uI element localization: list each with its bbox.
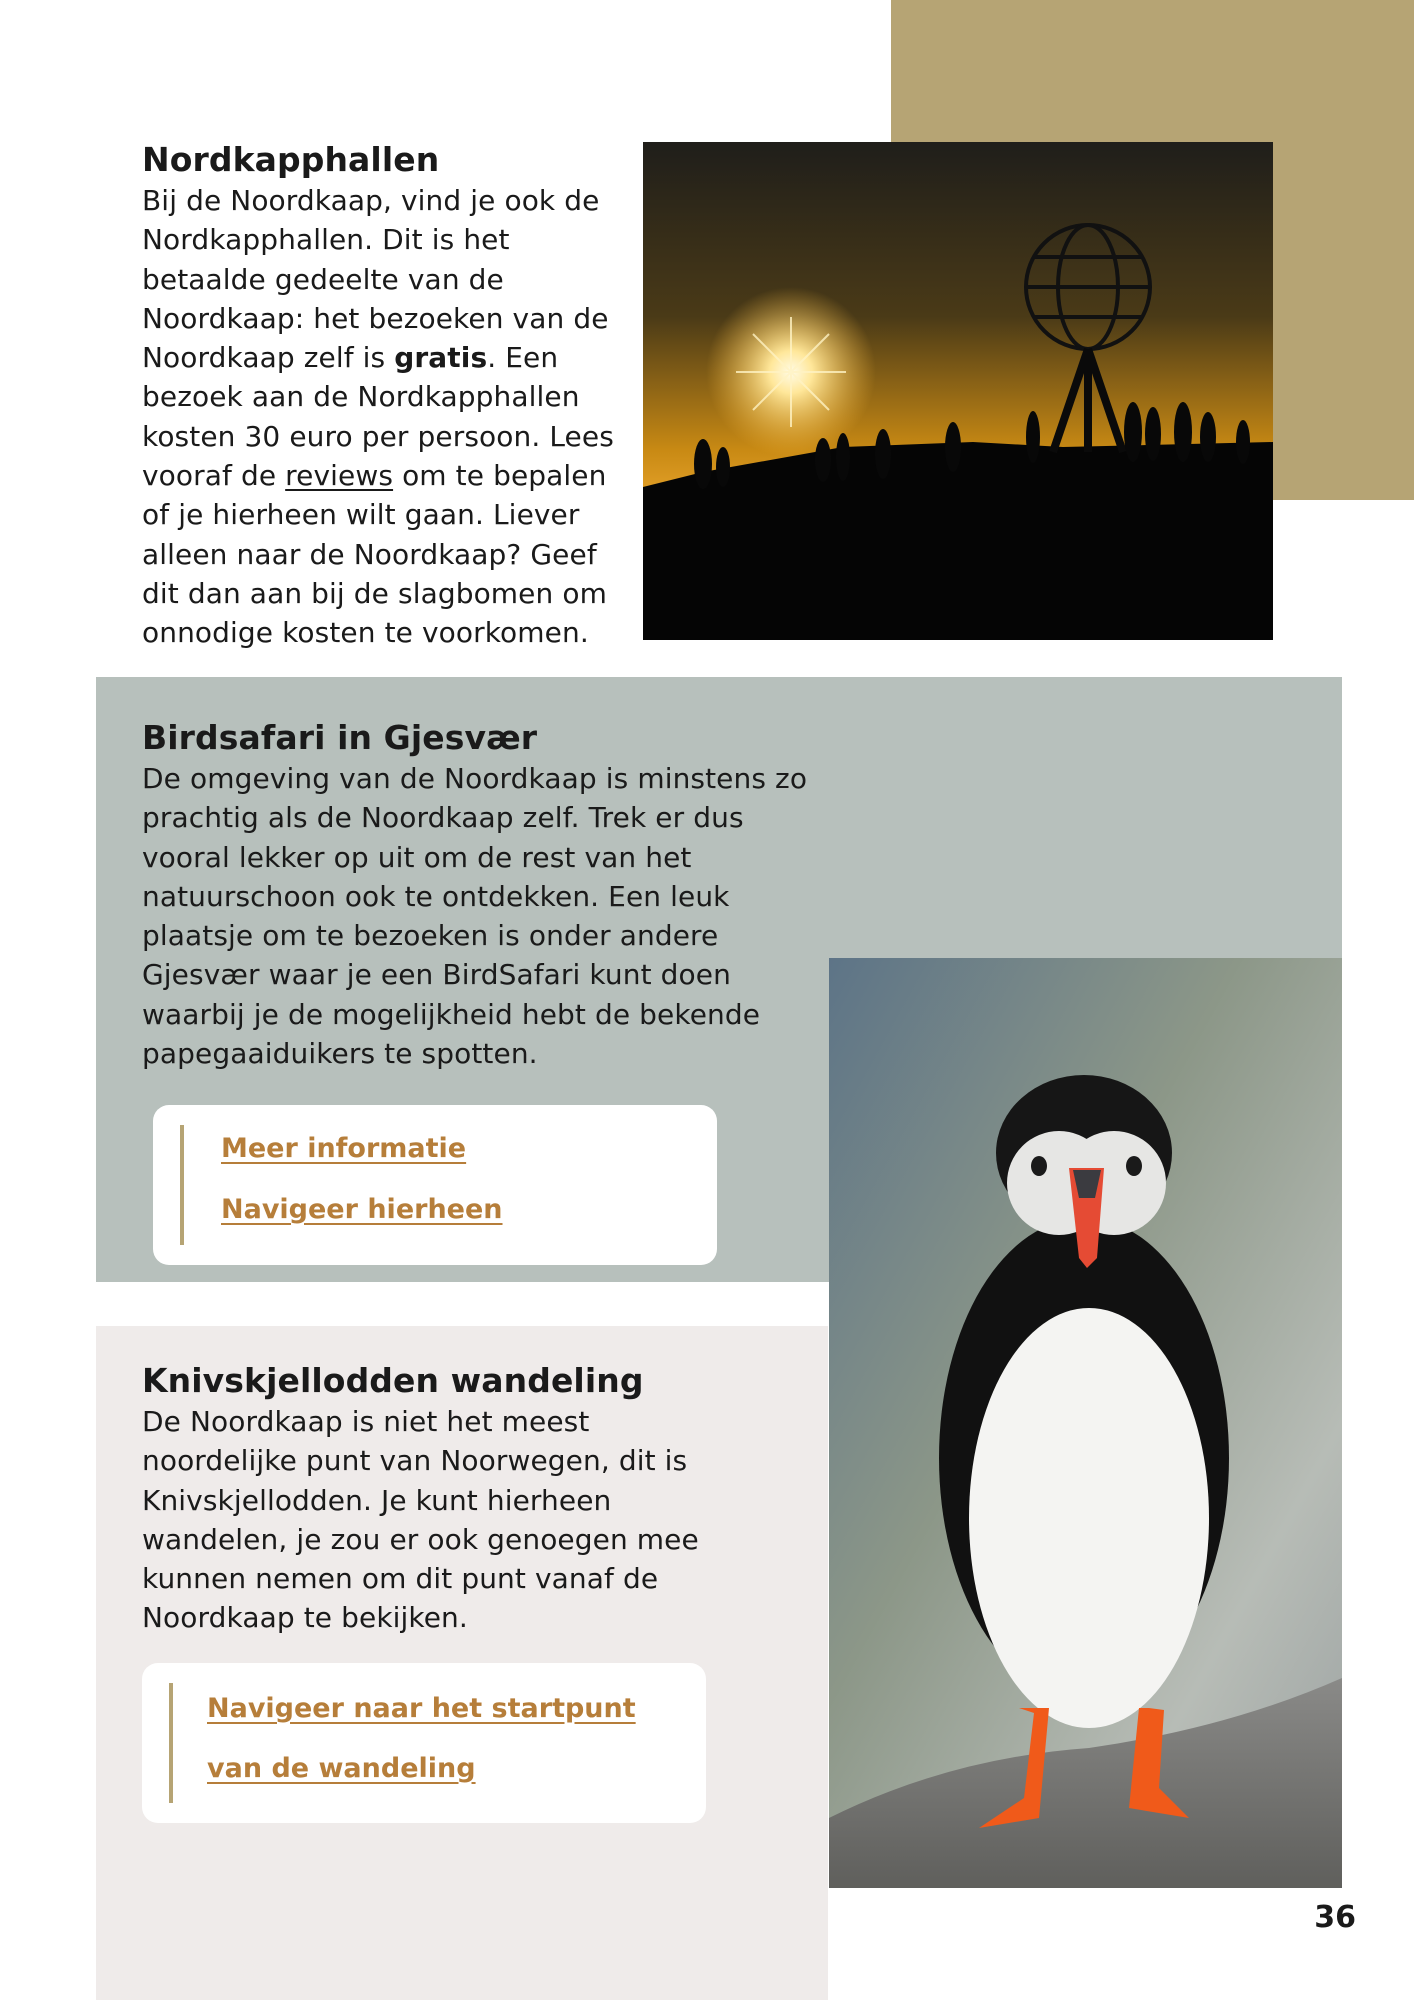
section-title-knivskjellodden: Knivskjellodden wandeling (142, 1361, 644, 1400)
section-title-birdsafari: Birdsafari in Gjesvær (142, 718, 538, 757)
knivskjellodden-text: De Noordkaap is niet het meest noordelijke punt van Noorwegen, dit is Knivskjellodden. Je kunt hierheen wandelen, je zou er ook genoegen mee kunnen nemen om dit punt vanaf de Noordkaap te bekijken. (142, 1405, 699, 1635)
north-cape-globe-sunset-photo (643, 142, 1273, 640)
meer-informatie-link[interactable]: Meer informatie (221, 1133, 467, 1164)
reviews-link[interactable]: reviews (285, 459, 394, 493)
page-number: 36 (1314, 1900, 1356, 1935)
puffin-photo (829, 958, 1342, 1888)
startpunt-link-line1[interactable]: Navigeer naar het startpunt (207, 1693, 636, 1724)
startpunt-link-line2[interactable]: van de wandeling (207, 1753, 476, 1784)
birdsafari-text: De omgeving van de Noordkaap is minstens zo prachtig als de Noordkaap zelf. Trek er dus vooral lekker op uit om de rest van het natuurschoon ook te ontdekken. Een leuk plaatsje om te bezoeken is onder andere Gjesvær waar je een BirdSafari kunt doen waarbij je de mogelijkheid hebt de bekende papegaaiduikers te spotten. (142, 762, 808, 1071)
nordkapphallen-text: Bij de Noordkaap, vind je ook de Nordkapphallen. Dit is het betaalde gedeelte van de Noordkaap: het bezoeken van de Noordkaap zelf is gratis. Een bezoek aan de Nordkapphallen kosten 30 euro per persoon. Lees vooraf de reviews om te bepalen of je hierheen wilt gaan. Liever alleen naar de Noordkaap? Geef dit dan aan bij de slagbomen om onnodige kosten te voorkomen. (142, 184, 614, 650)
section-title-nordkapphallen: Nordkapphallen (142, 140, 440, 179)
knivskjellodden-links-card (142, 1663, 706, 1823)
birdsafari-links-card (153, 1105, 717, 1265)
card-accent-bar (180, 1125, 184, 1245)
card-accent-bar (169, 1683, 173, 1803)
navigeer-hierheen-link[interactable]: Navigeer hierheen (221, 1194, 503, 1225)
emphasis-free: gratis (394, 341, 488, 375)
